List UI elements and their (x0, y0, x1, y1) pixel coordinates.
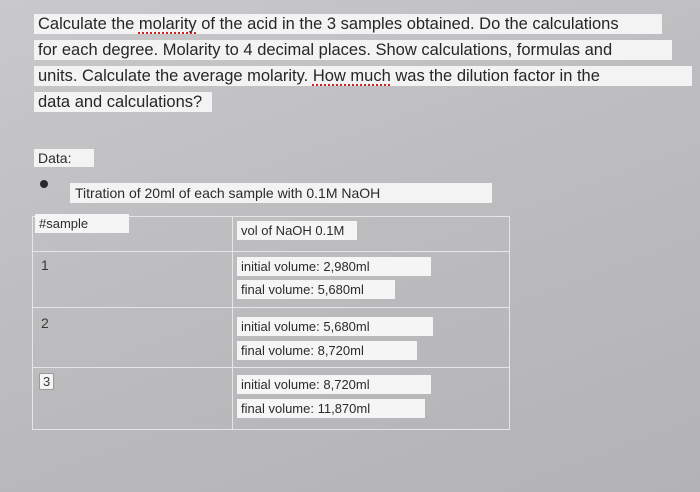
question-line-4: data and calculations? (34, 92, 212, 112)
final-volume: final volume: 8,720ml (237, 341, 417, 360)
header-sample: #sample (35, 214, 129, 233)
question-text: units. Calculate the average molarity. (38, 67, 313, 85)
question-text: Calculate the (38, 15, 139, 33)
sample-number: 1 (41, 257, 49, 273)
initial-volume: initial volume: 8,720ml (237, 375, 431, 394)
bullet-icon (40, 180, 48, 188)
header-volume: vol of NaOH 0.1M (237, 221, 357, 240)
final-volume: final volume: 5,680ml (237, 280, 395, 299)
data-table (32, 216, 510, 430)
final-volume: final volume: 11,870ml (237, 399, 425, 418)
sample-number: 2 (41, 315, 49, 331)
titration-description: Titration of 20ml of each sample with 0.1M NaOH (70, 183, 492, 203)
initial-volume: initial volume: 5,680ml (237, 317, 433, 336)
question-line-2: for each degree. Molarity to 4 decimal places. Show calculations, formulas and (34, 40, 672, 60)
question-line-3 (34, 66, 692, 86)
question-line-1 (34, 14, 662, 34)
row-divider (33, 307, 509, 308)
spellcheck-word: How much (312, 67, 391, 85)
question-text: was the dilution factor in the (390, 67, 600, 85)
spellcheck-word: molarity (138, 15, 197, 33)
column-divider (232, 217, 233, 429)
row-divider (33, 251, 509, 252)
question-text: of the acid in the 3 samples obtained. Do the calculations (196, 15, 619, 33)
data-label: Data: (34, 149, 94, 167)
sample-number: 3 (39, 373, 54, 390)
row-divider (33, 367, 509, 368)
initial-volume: initial volume: 2,980ml (237, 257, 431, 276)
